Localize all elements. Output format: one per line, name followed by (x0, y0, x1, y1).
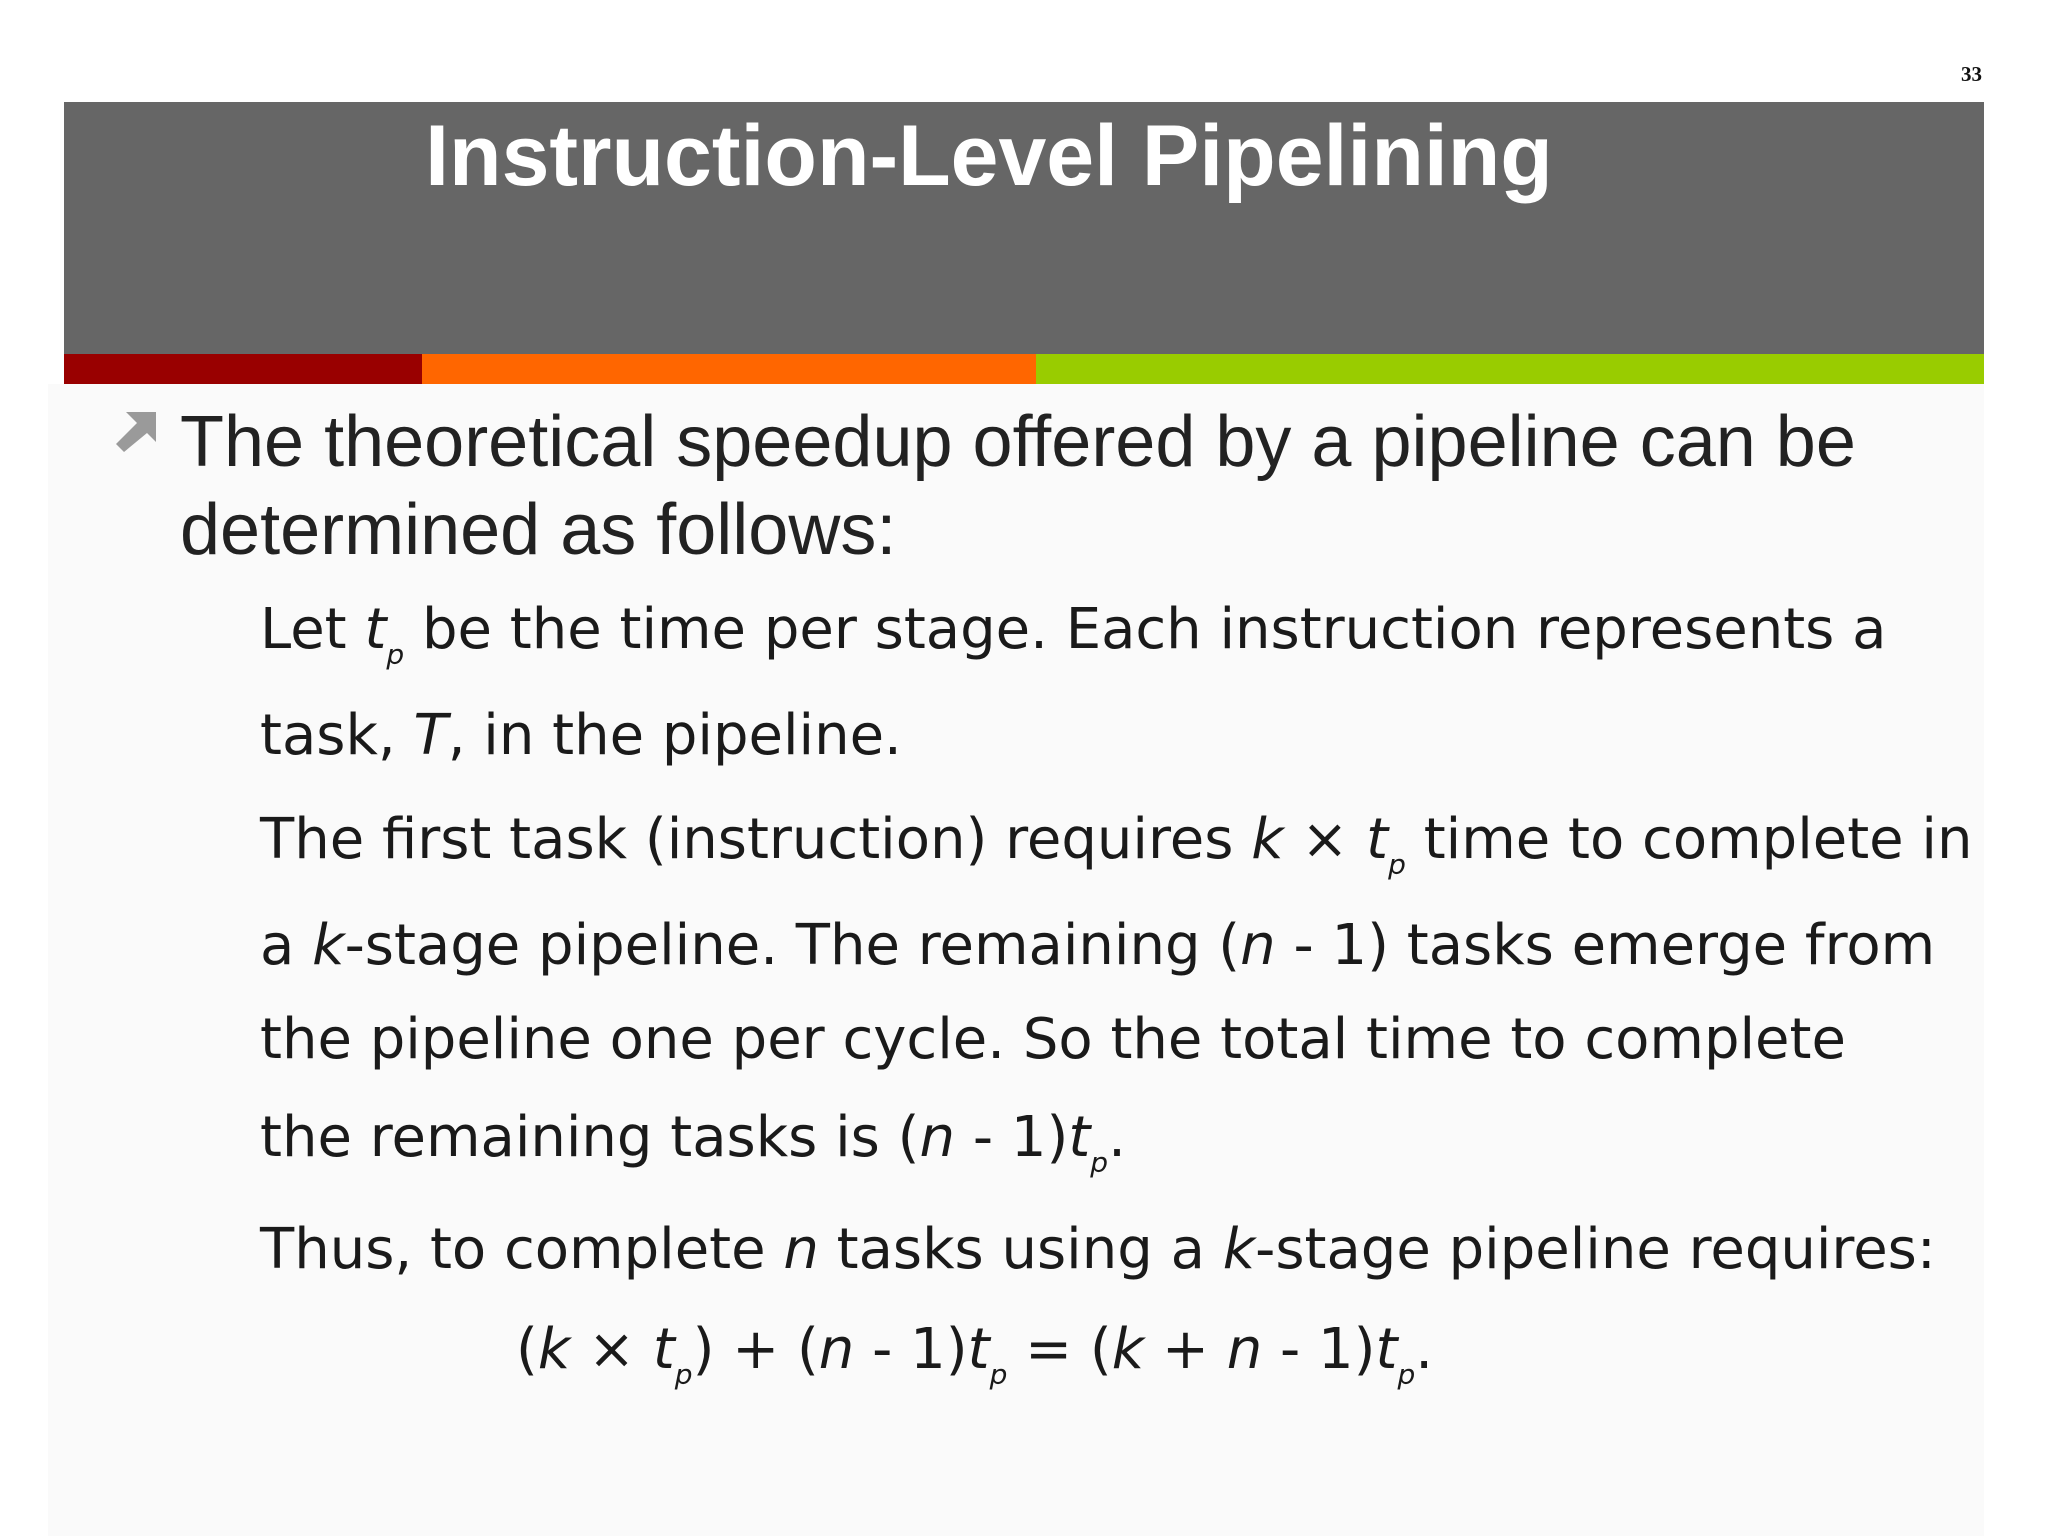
body-line: The first task (instruction) requires $k \times t_p$ time to complete in (260, 807, 1973, 881)
body-line: task, T, in the pipeline. (260, 703, 902, 768)
body-line: Thus, to complete n tasks using a k-stage pipeline requires: (260, 1217, 1936, 1282)
body-line: Let $t_p$ be the time per stage. Each instruction represents a (260, 597, 1887, 671)
equation: $(k \times t_p) + (n - 1)t_p = (k + n - 1)t_p$. (516, 1317, 1434, 1391)
arrow-up-right-icon (112, 406, 160, 454)
bullet-text: The theoretical speedup offered by a pipeline can be determined as follows: (180, 402, 1856, 570)
body-line: the pipeline one per cycle. So the total time to complete (260, 1007, 1846, 1072)
accent-orange (422, 354, 1036, 384)
bullet-item (112, 398, 1952, 574)
accent-strip (64, 354, 1984, 384)
accent-red (64, 354, 422, 384)
slide-title: Instruction-Level Pipelining (425, 108, 1553, 204)
title-bar (64, 102, 1984, 354)
accent-green (1036, 354, 1984, 384)
page-number: 33 (1961, 62, 1982, 86)
body-line: a k-stage pipeline. The remaining (n - 1) tasks emerge from (260, 913, 1936, 978)
body-line: the remaining tasks is $(n - 1)t_p$. (260, 1105, 1126, 1179)
